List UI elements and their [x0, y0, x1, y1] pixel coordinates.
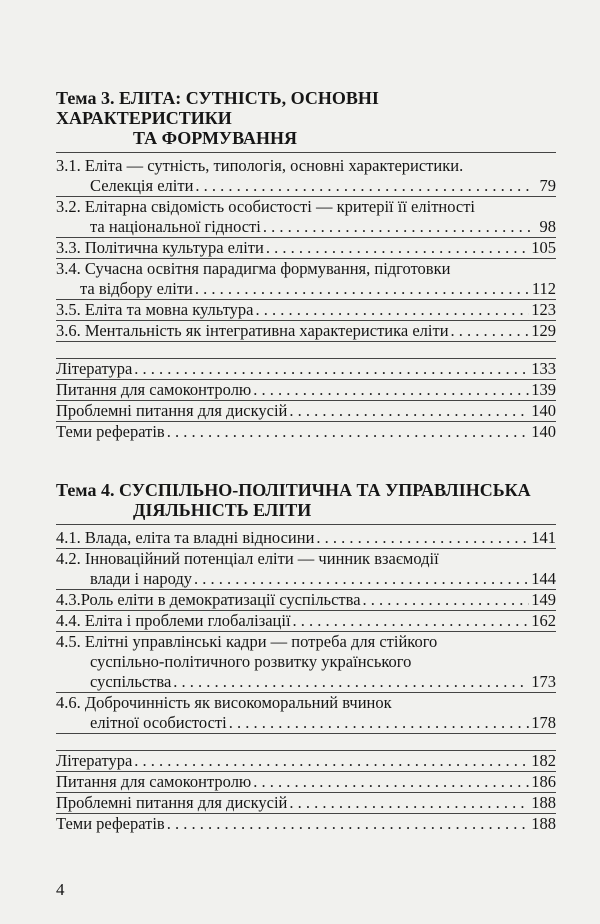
page-number: 188: [531, 793, 556, 812]
heading-rule: [56, 152, 556, 153]
toc-section-4: [56, 480, 556, 834]
extra-label: Література: [56, 359, 133, 378]
leader-dots: [289, 401, 529, 421]
toc-entry: [56, 693, 556, 733]
page-number: 144: [531, 569, 556, 588]
toc-entry: [56, 528, 556, 548]
entry-text: 3.5. Еліта та мовна культура: [56, 300, 254, 319]
entry-text: 3.4. Сучасна освітня парадигма формування, підготовки: [56, 259, 451, 278]
entry-text-cont: та національної гідності: [90, 217, 261, 236]
leader-dots: [289, 793, 529, 813]
entry-text: 4.6. Доброчинність як високоморальний вчинок: [56, 693, 392, 712]
toc-extra: [56, 422, 556, 442]
page-number: 178: [531, 713, 556, 732]
leader-dots: [263, 217, 530, 237]
page-number: 105: [531, 238, 556, 257]
heading-line-2: ДІЯЛЬНІСТЬ ЕЛІТИ: [133, 500, 312, 520]
page-number: 112: [531, 279, 556, 298]
page-number: 162: [531, 611, 556, 630]
entry-text: 3.6. Ментальність як інтегративна характеристика еліти: [56, 321, 449, 340]
leader-dots: [293, 611, 530, 631]
leader-dots: [194, 569, 529, 589]
leader-dots: [266, 238, 529, 258]
extra-label: Питання для самоконтролю: [56, 772, 252, 791]
entry-text-cont: та відбору еліти: [80, 279, 193, 298]
toc-extra: [56, 380, 556, 400]
extra-label: Проблемні питання для дискусій: [56, 793, 288, 812]
toc-entry: [56, 611, 556, 631]
page-number: 139: [531, 380, 556, 399]
section-heading: [56, 88, 556, 148]
toc-extra: [56, 359, 556, 379]
toc-entry: [56, 156, 556, 196]
toc-section-3: [56, 88, 556, 442]
entry-text-cont: Селекція еліти: [90, 176, 194, 195]
page-number: 173: [531, 672, 556, 691]
leader-dots: [173, 672, 529, 692]
extra-label: Теми рефератів: [56, 814, 165, 833]
page-number: 186: [531, 772, 556, 791]
toc-entry: [56, 632, 556, 692]
page-number: 149: [531, 590, 556, 609]
page-number: 79: [539, 176, 556, 195]
toc-entry: [56, 300, 556, 320]
toc-entry: [56, 549, 556, 589]
entry-text-cont: суспільства: [90, 672, 172, 691]
page-number: 129: [531, 321, 556, 340]
leader-dots: [134, 359, 529, 379]
leader-dots: [253, 772, 529, 792]
entry-text: 4.1. Влада, еліта та владні відносини: [56, 528, 315, 547]
page-number: 98: [539, 217, 556, 236]
toc-entry: [56, 238, 556, 258]
page-number: 140: [531, 401, 556, 420]
toc-entry: [56, 259, 556, 299]
leader-dots: [363, 590, 530, 610]
page-number: 141: [531, 528, 556, 547]
entry-text: 3.1. Еліта — сутність, типологія, основні характеристики.: [56, 156, 464, 175]
page-number: 188: [531, 814, 556, 833]
extra-label: Проблемні питання для дискусій: [56, 401, 288, 420]
leader-dots: [195, 279, 530, 299]
leader-dots: [167, 422, 530, 442]
entry-text: 3.3. Політична культура еліти: [56, 238, 264, 257]
leader-dots: [167, 814, 530, 834]
leader-dots: [229, 713, 530, 733]
page-folio-number: 4: [56, 880, 65, 899]
heading-rule: [56, 524, 556, 525]
toc-extra: [56, 751, 556, 771]
entry-text-cont: суспільно-політичного розвитку українського: [90, 652, 412, 671]
toc-extra: [56, 401, 556, 421]
heading-line-1: Тема 4. СУСПІЛЬНО-ПОЛІТИЧНА ТА УПРАВЛІНСЬКА: [56, 480, 531, 500]
extra-label: Теми рефератів: [56, 422, 165, 441]
extra-label: Питання для самоконтролю: [56, 380, 252, 399]
leader-dots: [253, 380, 529, 400]
leader-dots: [316, 528, 529, 548]
page-number: 123: [531, 300, 556, 319]
toc-extra: [56, 814, 556, 834]
heading-line-1: Тема 3. ЕЛІТА: СУТНІСТЬ, ОСНОВНІ ХАРАКТЕРИСТИКИ: [56, 88, 379, 128]
toc-extra: [56, 772, 556, 792]
extra-label: Література: [56, 751, 133, 770]
toc-extra: [56, 793, 556, 813]
entry-text-cont: елітної особистості: [90, 713, 227, 732]
section-heading: [56, 480, 556, 520]
toc-entry: [56, 590, 556, 610]
leader-dots: [134, 751, 529, 771]
leader-dots: [256, 300, 530, 320]
leader-dots: [195, 176, 530, 196]
page-number: 133: [531, 359, 556, 378]
heading-line-2: ТА ФОРМУВАННЯ: [133, 128, 298, 148]
entry-text: 4.5. Елітні управлінські кадри — потреба для стійкого: [56, 632, 438, 651]
entry-text: 3.2. Елітарна свідомість особистості — критерії її елітності: [56, 197, 476, 216]
entry-text: 4.4. Еліта і проблеми глобалізації: [56, 611, 291, 630]
toc-entry: [56, 321, 556, 341]
entry-text: 4.2. Інноваційний потенціал еліти — чинник взаємодії: [56, 549, 439, 568]
toc-entry: [56, 197, 556, 237]
entry-text: 4.3.Роль еліти в демократизації суспільства: [56, 590, 361, 609]
entry-text-cont: влади і народу: [90, 569, 193, 588]
page-number: 140: [531, 422, 556, 441]
page-number: 182: [531, 751, 556, 770]
leader-dots: [451, 321, 530, 341]
